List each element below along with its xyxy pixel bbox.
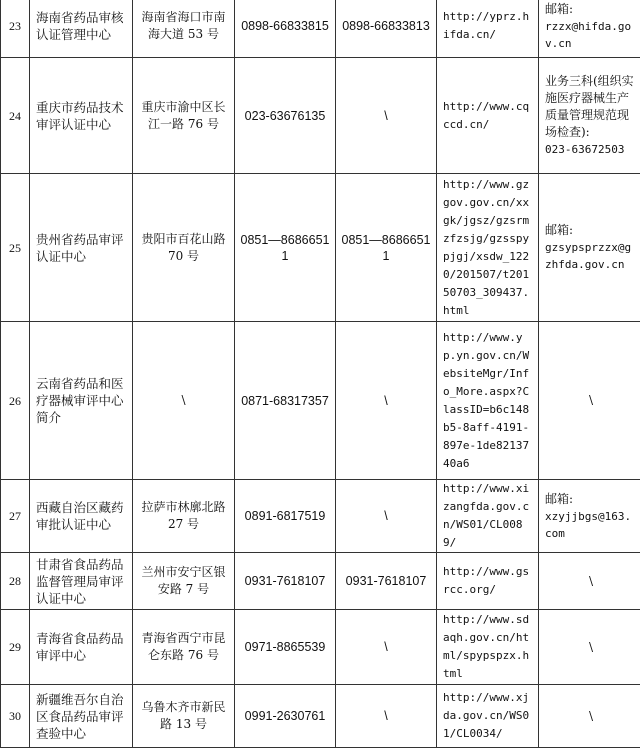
fax: \ <box>336 58 437 174</box>
table-row <box>1 610 640 685</box>
agency-name: 云南省药品和医疗器械审评中心简介 <box>30 322 133 480</box>
note-cell: \ <box>539 553 640 610</box>
note-cell: \ <box>539 322 640 480</box>
website-link[interactable]: http://www.xjda.gov.cn/WS01/CL0034/ <box>437 685 539 748</box>
note-label: 邮箱: <box>545 1 637 18</box>
website-link[interactable]: http://www.gzgov.gov.cn/xxgk/jgsz/gzsrmzfzsjg/gzsspypjgj/xsdw_1220/201507/t20150703_309437.html <box>437 174 539 322</box>
telephone: 0931-7618107 <box>235 553 336 610</box>
address: 青海省西宁市昆仑东路 76 号 <box>133 610 235 685</box>
row-number: 28 <box>1 553 30 610</box>
table-row <box>1 0 640 58</box>
note-value: rzzx@hifda.gov.cn <box>545 18 637 52</box>
note-value: xzyjjbgs@163.com <box>545 508 637 542</box>
row-number: 30 <box>1 685 30 748</box>
table-row <box>1 480 640 553</box>
note-cell <box>539 0 640 58</box>
telephone: 0971-8865539 <box>235 610 336 685</box>
fax: \ <box>336 480 437 553</box>
address: \ <box>133 322 235 480</box>
note-cell <box>539 58 640 174</box>
note-value: 023-63672503 <box>545 141 637 158</box>
note-cell <box>539 480 640 553</box>
website-link[interactable]: http://www.xizangfda.gov.cn/WS01/CL0089/ <box>437 480 539 553</box>
address: 贵阳市百花山路 70 号 <box>133 174 235 322</box>
note-label: 邮箱: <box>545 491 637 508</box>
row-number: 24 <box>1 58 30 174</box>
website-link[interactable]: http://www.gsrcc.org/ <box>437 553 539 610</box>
table-body <box>1 0 640 748</box>
agency-name: 甘肃省食品药品监督管理局审评认证中心 <box>30 553 133 610</box>
row-number: 29 <box>1 610 30 685</box>
fax: \ <box>336 610 437 685</box>
website-link[interactable]: http://www.sdaqh.gov.cn/html/spypspzx.html <box>437 610 539 685</box>
fax: \ <box>336 322 437 480</box>
note-label: 邮箱: <box>545 222 637 239</box>
address: 乌鲁木齐市新民路 13 号 <box>133 685 235 748</box>
table-row <box>1 322 640 480</box>
row-number: 27 <box>1 480 30 553</box>
agency-name: 重庆市药品技术审评认证中心 <box>30 58 133 174</box>
note-cell <box>539 174 640 322</box>
website-link[interactable]: http://www.yp.yn.gov.cn/WebsiteMgr/Info_More.aspx?ClassID=b6c148b5-8aff-4191-897e-1de8213740a6 <box>437 322 539 480</box>
note-value: gzsypsprzzx@gzhfda.gov.cn <box>545 239 637 273</box>
agency-name: 新疆维吾尔自治区食品药品审评查验中心 <box>30 685 133 748</box>
fax: 0898-66833813 <box>336 0 437 58</box>
address: 兰州市安宁区银安路 7 号 <box>133 553 235 610</box>
agency-name: 海南省药品审核认证管理中心 <box>30 0 133 58</box>
telephone: 0898-66833815 <box>235 0 336 58</box>
table-row <box>1 174 640 322</box>
note-label: 业务三科(组织实施医疗器械生产质量管理规范现场检查): <box>545 73 637 141</box>
note-cell: \ <box>539 685 640 748</box>
fax: \ <box>336 685 437 748</box>
row-number: 25 <box>1 174 30 322</box>
telephone: 0991-2630761 <box>235 685 336 748</box>
note-cell: \ <box>539 610 640 685</box>
address: 重庆市渝中区长江一路 76 号 <box>133 58 235 174</box>
agency-name: 青海省食品药品审评中心 <box>30 610 133 685</box>
address: 拉萨市林廓北路 27 号 <box>133 480 235 553</box>
table-row <box>1 58 640 174</box>
fax: 0851—86866511 <box>336 174 437 322</box>
telephone: 0891-6817519 <box>235 480 336 553</box>
table-row <box>1 553 640 610</box>
agency-name: 贵州省药品审评认证中心 <box>30 174 133 322</box>
website-link[interactable]: http://www.cqccd.cn/ <box>437 58 539 174</box>
row-number: 26 <box>1 322 30 480</box>
address: 海南省海口市南海大道 53 号 <box>133 0 235 58</box>
table-row <box>1 685 640 748</box>
telephone: 023-63676135 <box>235 58 336 174</box>
website-link[interactable]: http://yprz.hifda.cn/ <box>437 0 539 58</box>
telephone: 0851—86866511 <box>235 174 336 322</box>
row-number: 23 <box>1 0 30 58</box>
agency-name: 西藏自治区藏药审批认证中心 <box>30 480 133 553</box>
telephone: 0871-68317357 <box>235 322 336 480</box>
fax: 0931-7618107 <box>336 553 437 610</box>
